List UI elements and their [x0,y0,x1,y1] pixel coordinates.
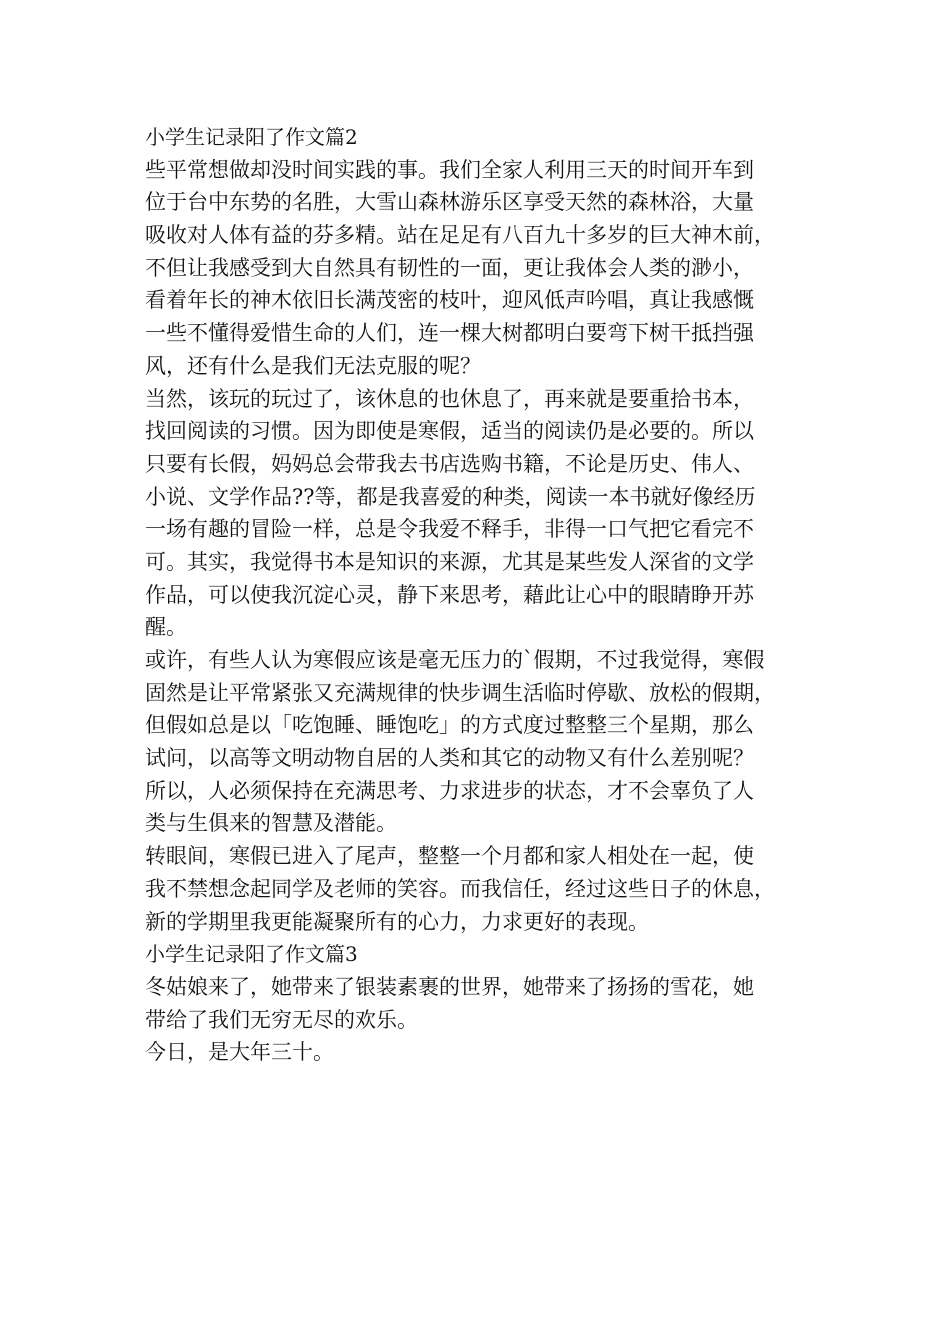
text-line: 位于台中东势的名胜，大雪山森林游乐区享受天然的森林浴，大量 [145,190,754,215]
text-line: 醒。 [145,615,187,640]
text-line: 固然是让平常紧张又充满规律的快步调生活临时停歇、放松的假期， [145,680,775,705]
text-line: 小说、文学作品??等，都是我喜爱的种类，阅读一本书就好像经历 [145,484,756,509]
text-line: 新的学期里我更能凝聚所有的心力，力求更好的表现。 [145,909,649,934]
text-line: 冬姑娘来了，她带来了银装素裹的世界，她带来了扬扬的雪花，她 [145,974,754,999]
document-body [145,121,815,1069]
text-line: 试问，以高等文明动物自居的人类和其它的动物又有什么差别呢？ [145,746,754,771]
text-line: 当然，该玩的玩过了，该休息的也休息了，再来就是要重拾书本， [145,386,754,411]
text-line: 风，还有什么是我们无法克服的呢？ [145,353,481,378]
text-line: 一场有趣的冒险一样，总是令我爱不释手，非得一口气把它看完不 [145,517,754,542]
text-line: 找回阅读的习惯。因为即使是寒假，适当的阅读仍是必要的。所以 [145,419,754,444]
text-line: 只要有长假，妈妈总会带我去书店选购书籍，不论是历史、伟人、 [145,451,754,476]
section-heading: 小学生记录阳了作文篇3 [145,942,358,967]
text-line: 带给了我们无穷无尽的欢乐。 [145,1007,418,1032]
text-line: 作品，可以使我沉淀心灵，静下来思考，藉此让心中的眼睛睁开苏 [145,582,754,607]
text-line: 吸收对人体有益的芬多精。站在足足有八百九十多岁的巨大神木前， [145,223,775,248]
text-line: 类与生俱来的智慧及潜能。 [145,811,397,836]
text-line: 不但让我感受到大自然具有韧性的一面，更让我体会人类的渺小， [145,255,754,280]
text-line: 或许，有些人认为寒假应该是毫无压力的`假期，不过我觉得，寒假 [145,648,765,672]
text-line: 可。其实，我觉得书本是知识的来源，尤其是某些发人深省的文学 [145,549,754,574]
text-line: 但假如总是以「吃饱睡、睡饱吃」的方式度过整整三个星期，那么 [145,713,754,738]
text-line: 所以，人必须保持在充满思考、力求进步的状态，才不会辜负了人 [145,778,754,803]
section-heading: 小学生记录阳了作文篇2 [145,125,358,149]
text-line: 转眼间，寒假已进入了尾声，整整一个月都和家人相处在一起，使 [145,844,754,869]
text-line: 一些不懂得爱惜生命的人们，连一棵大树都明白要弯下树干抵挡强 [145,321,754,346]
text-line: 今日，是大年三十。 [145,1040,334,1065]
text-line: 些平常想做却没时间实践的事。我们全家人利用三天的时间开车到 [145,157,754,182]
text-line: 我不禁想念起同学及老师的笑容。而我信任，经过这些日子的休息， [145,876,775,901]
text-line: 看着年长的神木依旧长满茂密的枝叶，迎风低声吟唱，真让我感慨 [145,288,754,313]
